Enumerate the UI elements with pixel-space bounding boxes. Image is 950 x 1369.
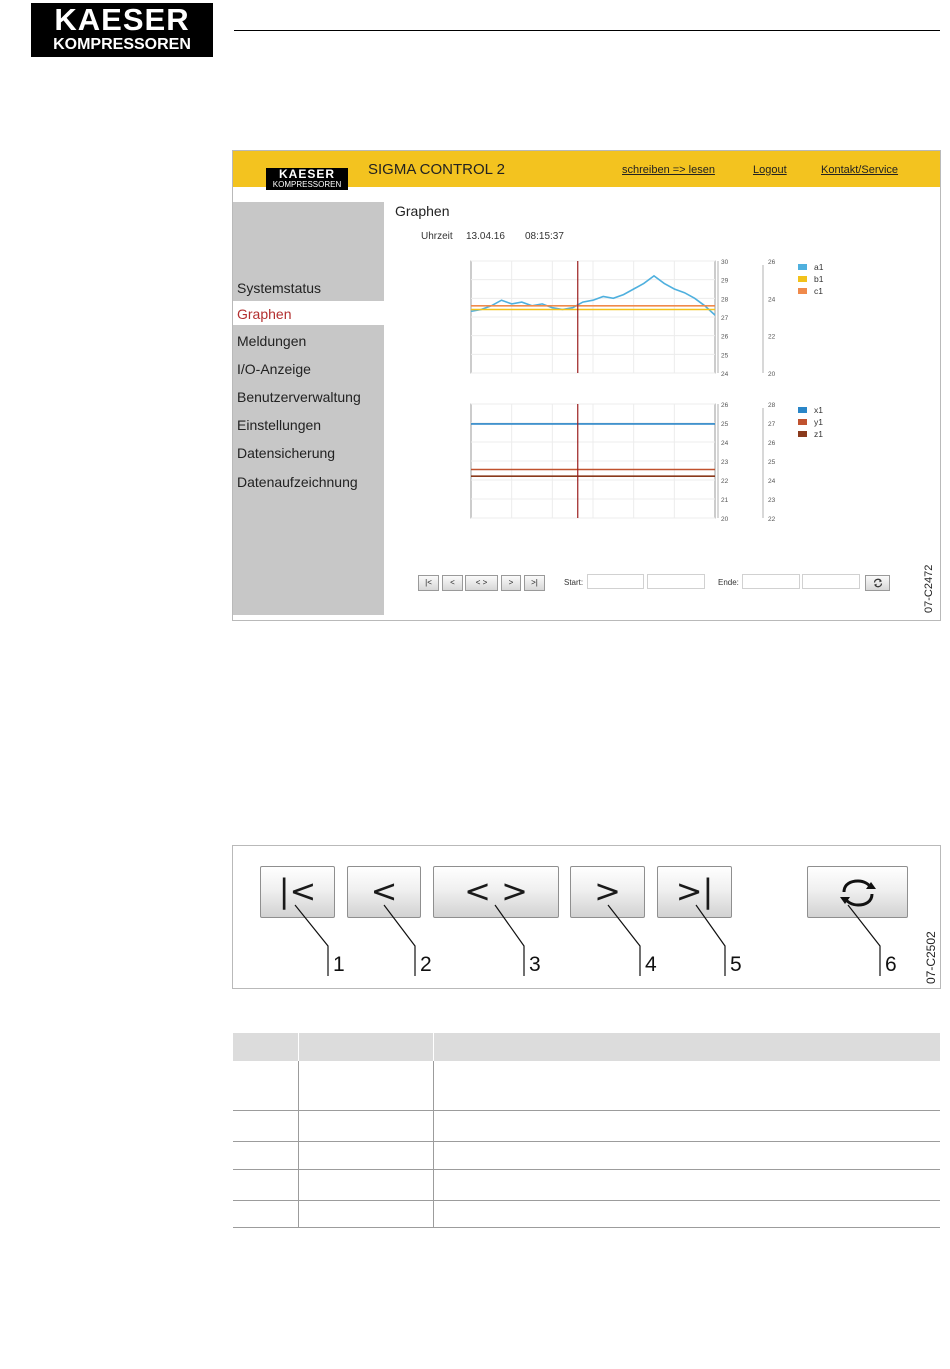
link-contact-service[interactable]: Kontakt/Service xyxy=(821,164,899,176)
callout-number-4: 4 xyxy=(645,953,657,976)
end-date-input[interactable] xyxy=(742,574,800,589)
table-cell xyxy=(433,1110,940,1141)
table-row xyxy=(233,1141,940,1169)
callout-number-3: 3 xyxy=(529,953,541,976)
y-tick-label-right: 28 xyxy=(768,402,776,409)
legend-label-x1: x1 xyxy=(814,405,823,415)
callout-number-2: 2 xyxy=(420,953,432,976)
page-title: Graphen xyxy=(395,203,450,219)
nav-item-einstellungen[interactable]: Einstellungen xyxy=(237,417,322,433)
table-cell xyxy=(298,1200,433,1227)
y-tick-label-left: 28 xyxy=(721,296,729,304)
y-tick-label-left: 24 xyxy=(721,440,729,447)
table-row xyxy=(233,1200,940,1227)
back-big-button[interactable]: < xyxy=(347,866,421,918)
nav-item-systemstatus[interactable]: Systemstatus xyxy=(237,280,322,296)
y-tick-label-right: 22 xyxy=(768,516,776,523)
forward-button[interactable]: > xyxy=(501,575,521,591)
legend-label-z1: z1 xyxy=(814,429,823,439)
nav-item-graphen[interactable]: Graphen xyxy=(237,306,292,322)
y-tick-label-right: 25 xyxy=(768,459,776,466)
link-logout[interactable]: Logout xyxy=(753,164,787,176)
y-tick-label-right: 26 xyxy=(768,259,776,266)
table-cell xyxy=(233,1061,298,1110)
last-big-button[interactable]: >| xyxy=(657,866,732,918)
y-tick-label-left: 25 xyxy=(721,352,729,360)
app-logo-line1: KAESER xyxy=(278,167,335,181)
header-rule xyxy=(234,30,940,31)
legend-label-y1: y1 xyxy=(814,417,823,427)
first-button[interactable]: |< xyxy=(418,575,439,591)
y-tick-label-right: 24 xyxy=(768,296,776,304)
header-cell xyxy=(298,1033,433,1061)
legend-swatch-y1 xyxy=(798,419,807,425)
table-row xyxy=(233,1169,940,1200)
nav-item-meldungen[interactable]: Meldungen xyxy=(237,333,307,349)
nav-item-datensicherung[interactable]: Datensicherung xyxy=(237,445,336,461)
table-cell xyxy=(433,1200,940,1227)
zoom-big-button[interactable]: < > xyxy=(433,866,559,918)
back-button[interactable]: < xyxy=(442,575,463,591)
legend-swatch-a1 xyxy=(798,264,807,270)
y-tick-label-left: 27 xyxy=(721,315,729,322)
table-cell xyxy=(233,1169,298,1200)
y-tick-label-left: 20 xyxy=(721,516,729,523)
table-cell xyxy=(233,1200,298,1227)
y-tick-label-left: 24 xyxy=(721,371,729,378)
refresh-icon xyxy=(872,577,884,589)
header-cell xyxy=(233,1033,298,1061)
forward-big-button[interactable]: > xyxy=(570,866,645,918)
app-logo-line2: KOMPRESSOREN xyxy=(272,180,342,189)
table-cell xyxy=(298,1110,433,1141)
button-callout-figure xyxy=(232,845,941,989)
table-cell xyxy=(233,1141,298,1169)
y-tick-label-right: 27 xyxy=(768,421,776,428)
header-cell xyxy=(433,1033,940,1061)
app-logo xyxy=(266,168,348,190)
table-cell xyxy=(298,1061,433,1110)
table-cell xyxy=(433,1141,940,1169)
legend-swatch-b1 xyxy=(798,276,807,282)
y-tick-label-left: 23 xyxy=(721,459,729,466)
callout-number-5: 5 xyxy=(730,953,742,976)
start-date-input[interactable] xyxy=(587,574,644,589)
table-cell xyxy=(233,1110,298,1141)
refresh-button[interactable] xyxy=(865,575,890,591)
y-tick-label-left: 21 xyxy=(721,497,729,504)
y-tick-label-right: 26 xyxy=(768,440,776,447)
logo-line1: KAESER xyxy=(54,2,190,37)
y-tick-label-right: 20 xyxy=(768,371,776,378)
legend-swatch-x1 xyxy=(798,407,807,413)
nav-item-datenaufzeichnung[interactable]: Datenaufzeichnung xyxy=(237,474,358,490)
table-row xyxy=(233,1061,940,1110)
time-value: 08:15:37 xyxy=(525,231,564,242)
y-tick-label-right: 23 xyxy=(768,497,776,504)
figure-id: 07-C2502 xyxy=(924,931,938,984)
y-tick-label-left: 22 xyxy=(721,478,729,485)
time-label: Uhrzeit xyxy=(421,231,453,242)
logo-line2: KOMPRESSOREN xyxy=(53,36,191,53)
legend-table xyxy=(233,1033,940,1228)
y-tick-label-right: 24 xyxy=(768,478,776,485)
graph-area xyxy=(463,251,863,526)
table-row xyxy=(233,1110,940,1141)
figure-id: 07-C2472 xyxy=(923,564,935,613)
callout-number-6: 6 xyxy=(885,953,897,976)
nav-item-io-anzeige[interactable]: I/O-Anzeige xyxy=(237,361,311,377)
y-tick-label-left: 26 xyxy=(721,333,729,341)
sidebar-nav xyxy=(233,202,384,615)
y-tick-label-left: 30 xyxy=(721,259,729,266)
y-tick-label-left: 25 xyxy=(721,421,729,428)
legend-label-b1: b1 xyxy=(814,274,824,284)
screenshot-figure xyxy=(232,150,941,621)
table-cell xyxy=(433,1169,940,1200)
table-header-row xyxy=(233,1033,940,1061)
link-write-read[interactable]: schreiben => lesen xyxy=(622,164,715,176)
legend-label-c1: c1 xyxy=(814,286,823,296)
y-tick-label-right: 22 xyxy=(768,333,776,341)
nav-item-benutzerverwaltung[interactable]: Benutzerverwaltung xyxy=(237,389,361,405)
end-label: Ende: xyxy=(718,578,739,587)
start-label: Start: xyxy=(564,578,584,587)
table-cell xyxy=(298,1141,433,1169)
first-big-button[interactable]: |< xyxy=(260,866,335,918)
table-cell xyxy=(298,1169,433,1200)
end-time-input[interactable] xyxy=(802,574,860,589)
start-time-input[interactable] xyxy=(647,574,705,589)
zoom-button[interactable]: < > xyxy=(465,575,498,591)
legend-swatch-z1 xyxy=(798,431,807,437)
y-tick-label-left: 26 xyxy=(721,402,729,409)
y-tick-label-left: 29 xyxy=(721,277,729,285)
callout-number-1: 1 xyxy=(333,953,345,976)
table-cell xyxy=(433,1061,940,1110)
legend-swatch-c1 xyxy=(798,288,807,294)
last-button[interactable]: >| xyxy=(524,575,545,591)
legend-label-a1: a1 xyxy=(814,262,824,272)
date-value: 13.04.16 xyxy=(466,231,505,242)
app-title: SIGMA CONTROL 2 xyxy=(368,161,505,178)
kaeser-logo xyxy=(31,3,213,57)
